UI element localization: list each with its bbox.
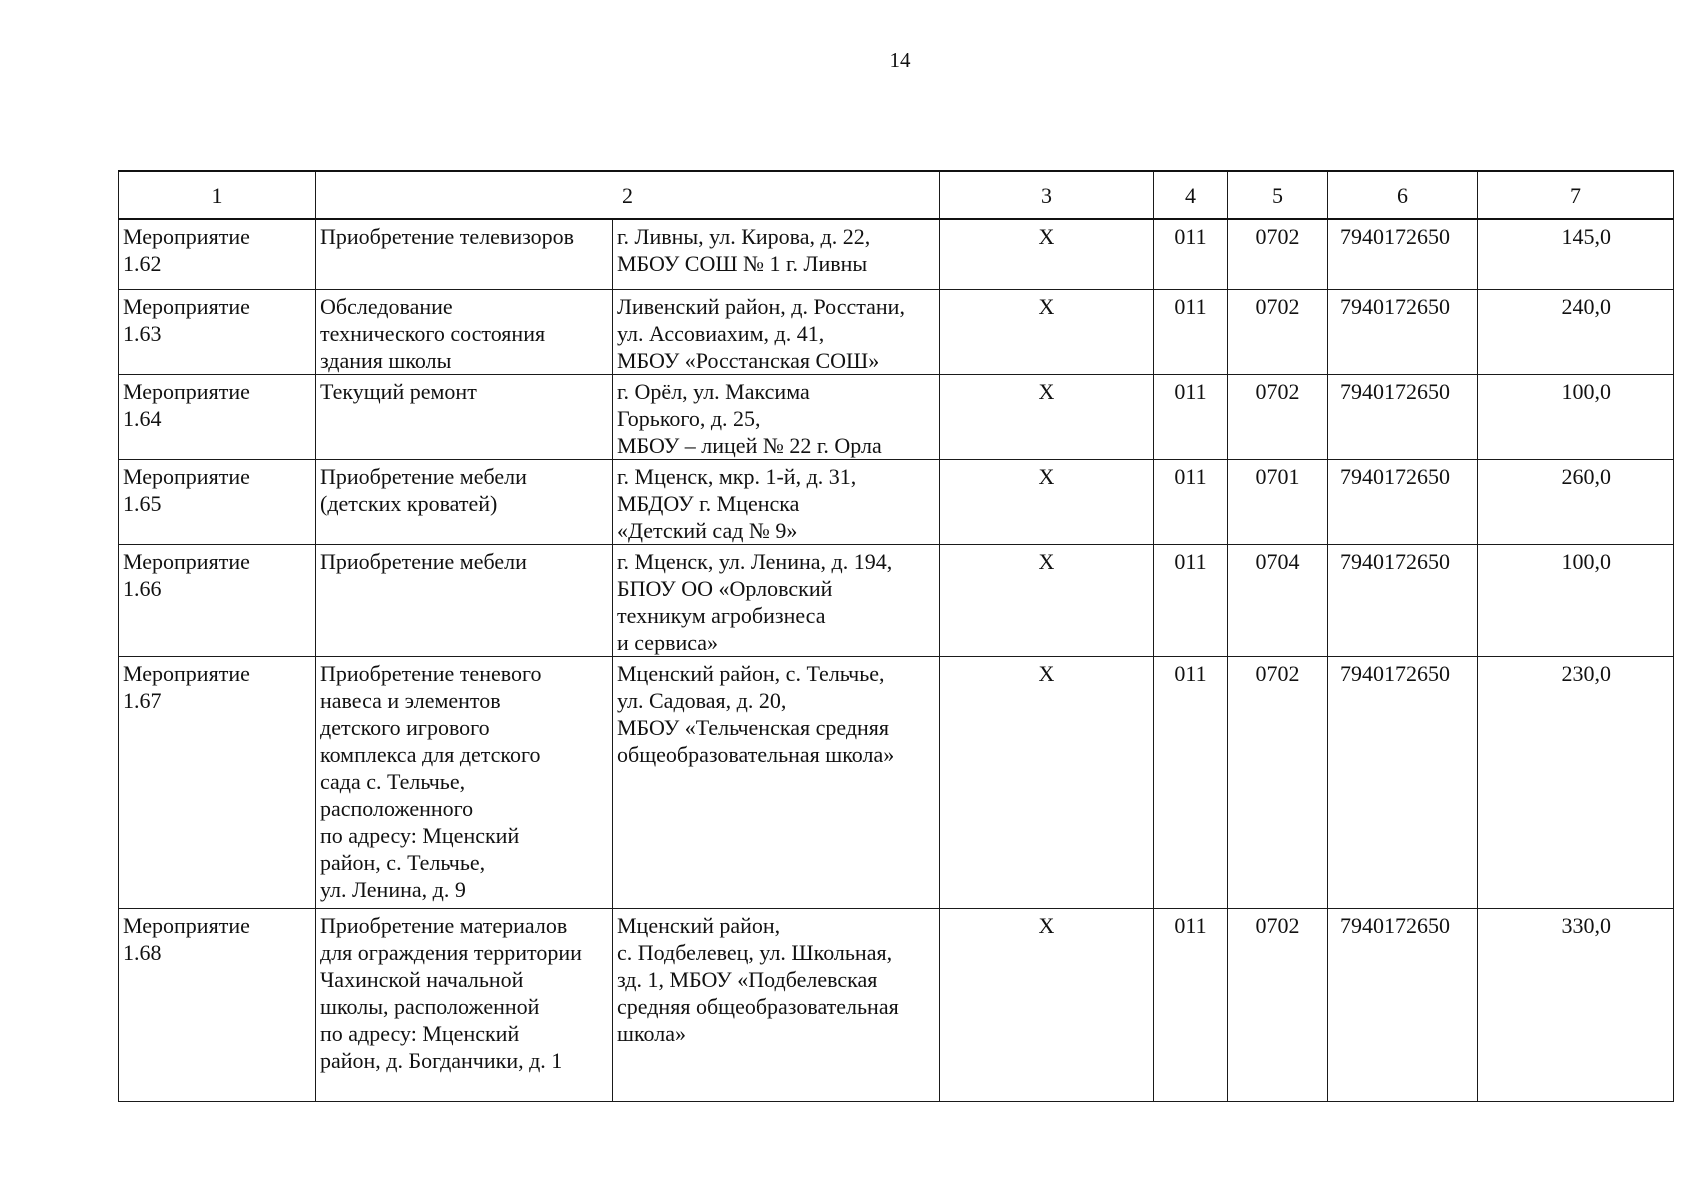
col3-value: Х [940,459,1154,544]
measures-table [118,170,1674,1102]
col7-amount: 240,0 [1478,289,1674,374]
page-number: 14 [889,48,911,72]
col3-value: Х [940,374,1154,459]
measure-name: Приобретение теневого навеса и элементов детского игрового комплекса для детского сада с. Тельчье, расположенного по адресу: Мценский район, с. Тельчье, ул. Ленина, д. 9 [316,656,613,908]
col5-value: 0702 [1228,374,1328,459]
col6-value: 7940172650 [1328,656,1478,908]
measure-name: Обследование технического состояния здания школы [316,289,613,374]
col6-value: 7940172650 [1328,544,1478,656]
col7-amount: 100,0 [1478,544,1674,656]
measure-id: Мероприятие 1.65 [119,459,316,544]
column-header-5: 5 [1228,171,1328,219]
col7-amount: 260,0 [1478,459,1674,544]
measure-name: Приобретение телевизоров [316,219,613,289]
measure-address: г. Орёл, ул. Максима Горького, д. 25, МБОУ – лицей № 22 г. Орла [613,374,940,459]
table-row [119,374,1674,459]
measure-id: Мероприятие 1.67 [119,656,316,908]
column-header-4: 4 [1154,171,1228,219]
col5-value: 0702 [1228,219,1328,289]
col3-value: Х [940,289,1154,374]
table-row [119,289,1674,374]
column-header-3: 3 [940,171,1154,219]
column-header-7: 7 [1478,171,1674,219]
col5-value: 0701 [1228,459,1328,544]
measure-id: Мероприятие 1.66 [119,544,316,656]
measure-name: Приобретение мебели (детских кроватей) [316,459,613,544]
col5-value: 0702 [1228,289,1328,374]
col4-value: 011 [1154,219,1228,289]
column-header-6: 6 [1328,171,1478,219]
table-row [119,544,1674,656]
col6-value: 7940172650 [1328,289,1478,374]
col6-value: 7940172650 [1328,374,1478,459]
col3-value: Х [940,656,1154,908]
col3-value: Х [940,219,1154,289]
col7-amount: 100,0 [1478,374,1674,459]
col4-value: 011 [1154,544,1228,656]
col6-value: 7940172650 [1328,219,1478,289]
col5-value: 0702 [1228,908,1328,1101]
col4-value: 011 [1154,374,1228,459]
column-header-1: 1 [119,171,316,219]
measure-name: Приобретение материалов для ограждения территории Чахинской начальной школы, расположенной по адресу: Мценский район, д. Богданчики, д. 1 [316,908,613,1101]
col7-amount: 330,0 [1478,908,1674,1101]
col4-value: 011 [1154,289,1228,374]
table-row [119,908,1674,1101]
col3-value: Х [940,908,1154,1101]
measure-address: Мценский район, с. Тельчье, ул. Садовая, д. 20, МБОУ «Тельченская средняя общеобразовательная школа» [613,656,940,908]
col6-value: 7940172650 [1328,908,1478,1101]
measure-address: г. Ливны, ул. Кирова, д. 22, МБОУ СОШ № 1 г. Ливны [613,219,940,289]
measure-id: Мероприятие 1.68 [119,908,316,1101]
measure-address: Мценский район, с. Подбелевец, ул. Школьная, зд. 1, МБОУ «Подбелевская средняя общеобразовательная школа» [613,908,940,1101]
measure-id: Мероприятие 1.63 [119,289,316,374]
table-row [119,656,1674,908]
col5-value: 0702 [1228,656,1328,908]
measure-address: Ливенский район, д. Росстани, ул. Ассовиахим, д. 41, МБОУ «Росстанская СОШ» [613,289,940,374]
measure-name: Приобретение мебели [316,544,613,656]
col7-amount: 145,0 [1478,219,1674,289]
measure-address: г. Мценск, мкр. 1-й, д. 31, МБДОУ г. Мценска «Детский сад № 9» [613,459,940,544]
measure-id: Мероприятие 1.64 [119,374,316,459]
col3-value: Х [940,544,1154,656]
col4-value: 011 [1154,459,1228,544]
col5-value: 0704 [1228,544,1328,656]
col6-value: 7940172650 [1328,459,1478,544]
col7-amount: 230,0 [1478,656,1674,908]
column-header-2: 2 [316,171,940,219]
measure-address: г. Мценск, ул. Ленина, д. 194, БПОУ ОО «Орловский техникум агробизнеса и сервиса» [613,544,940,656]
col4-value: 011 [1154,908,1228,1101]
table-row [119,459,1674,544]
measure-name: Текущий ремонт [316,374,613,459]
table-header-row [119,171,1674,219]
col4-value: 011 [1154,656,1228,908]
table-row [119,219,1674,289]
measure-id: Мероприятие 1.62 [119,219,316,289]
